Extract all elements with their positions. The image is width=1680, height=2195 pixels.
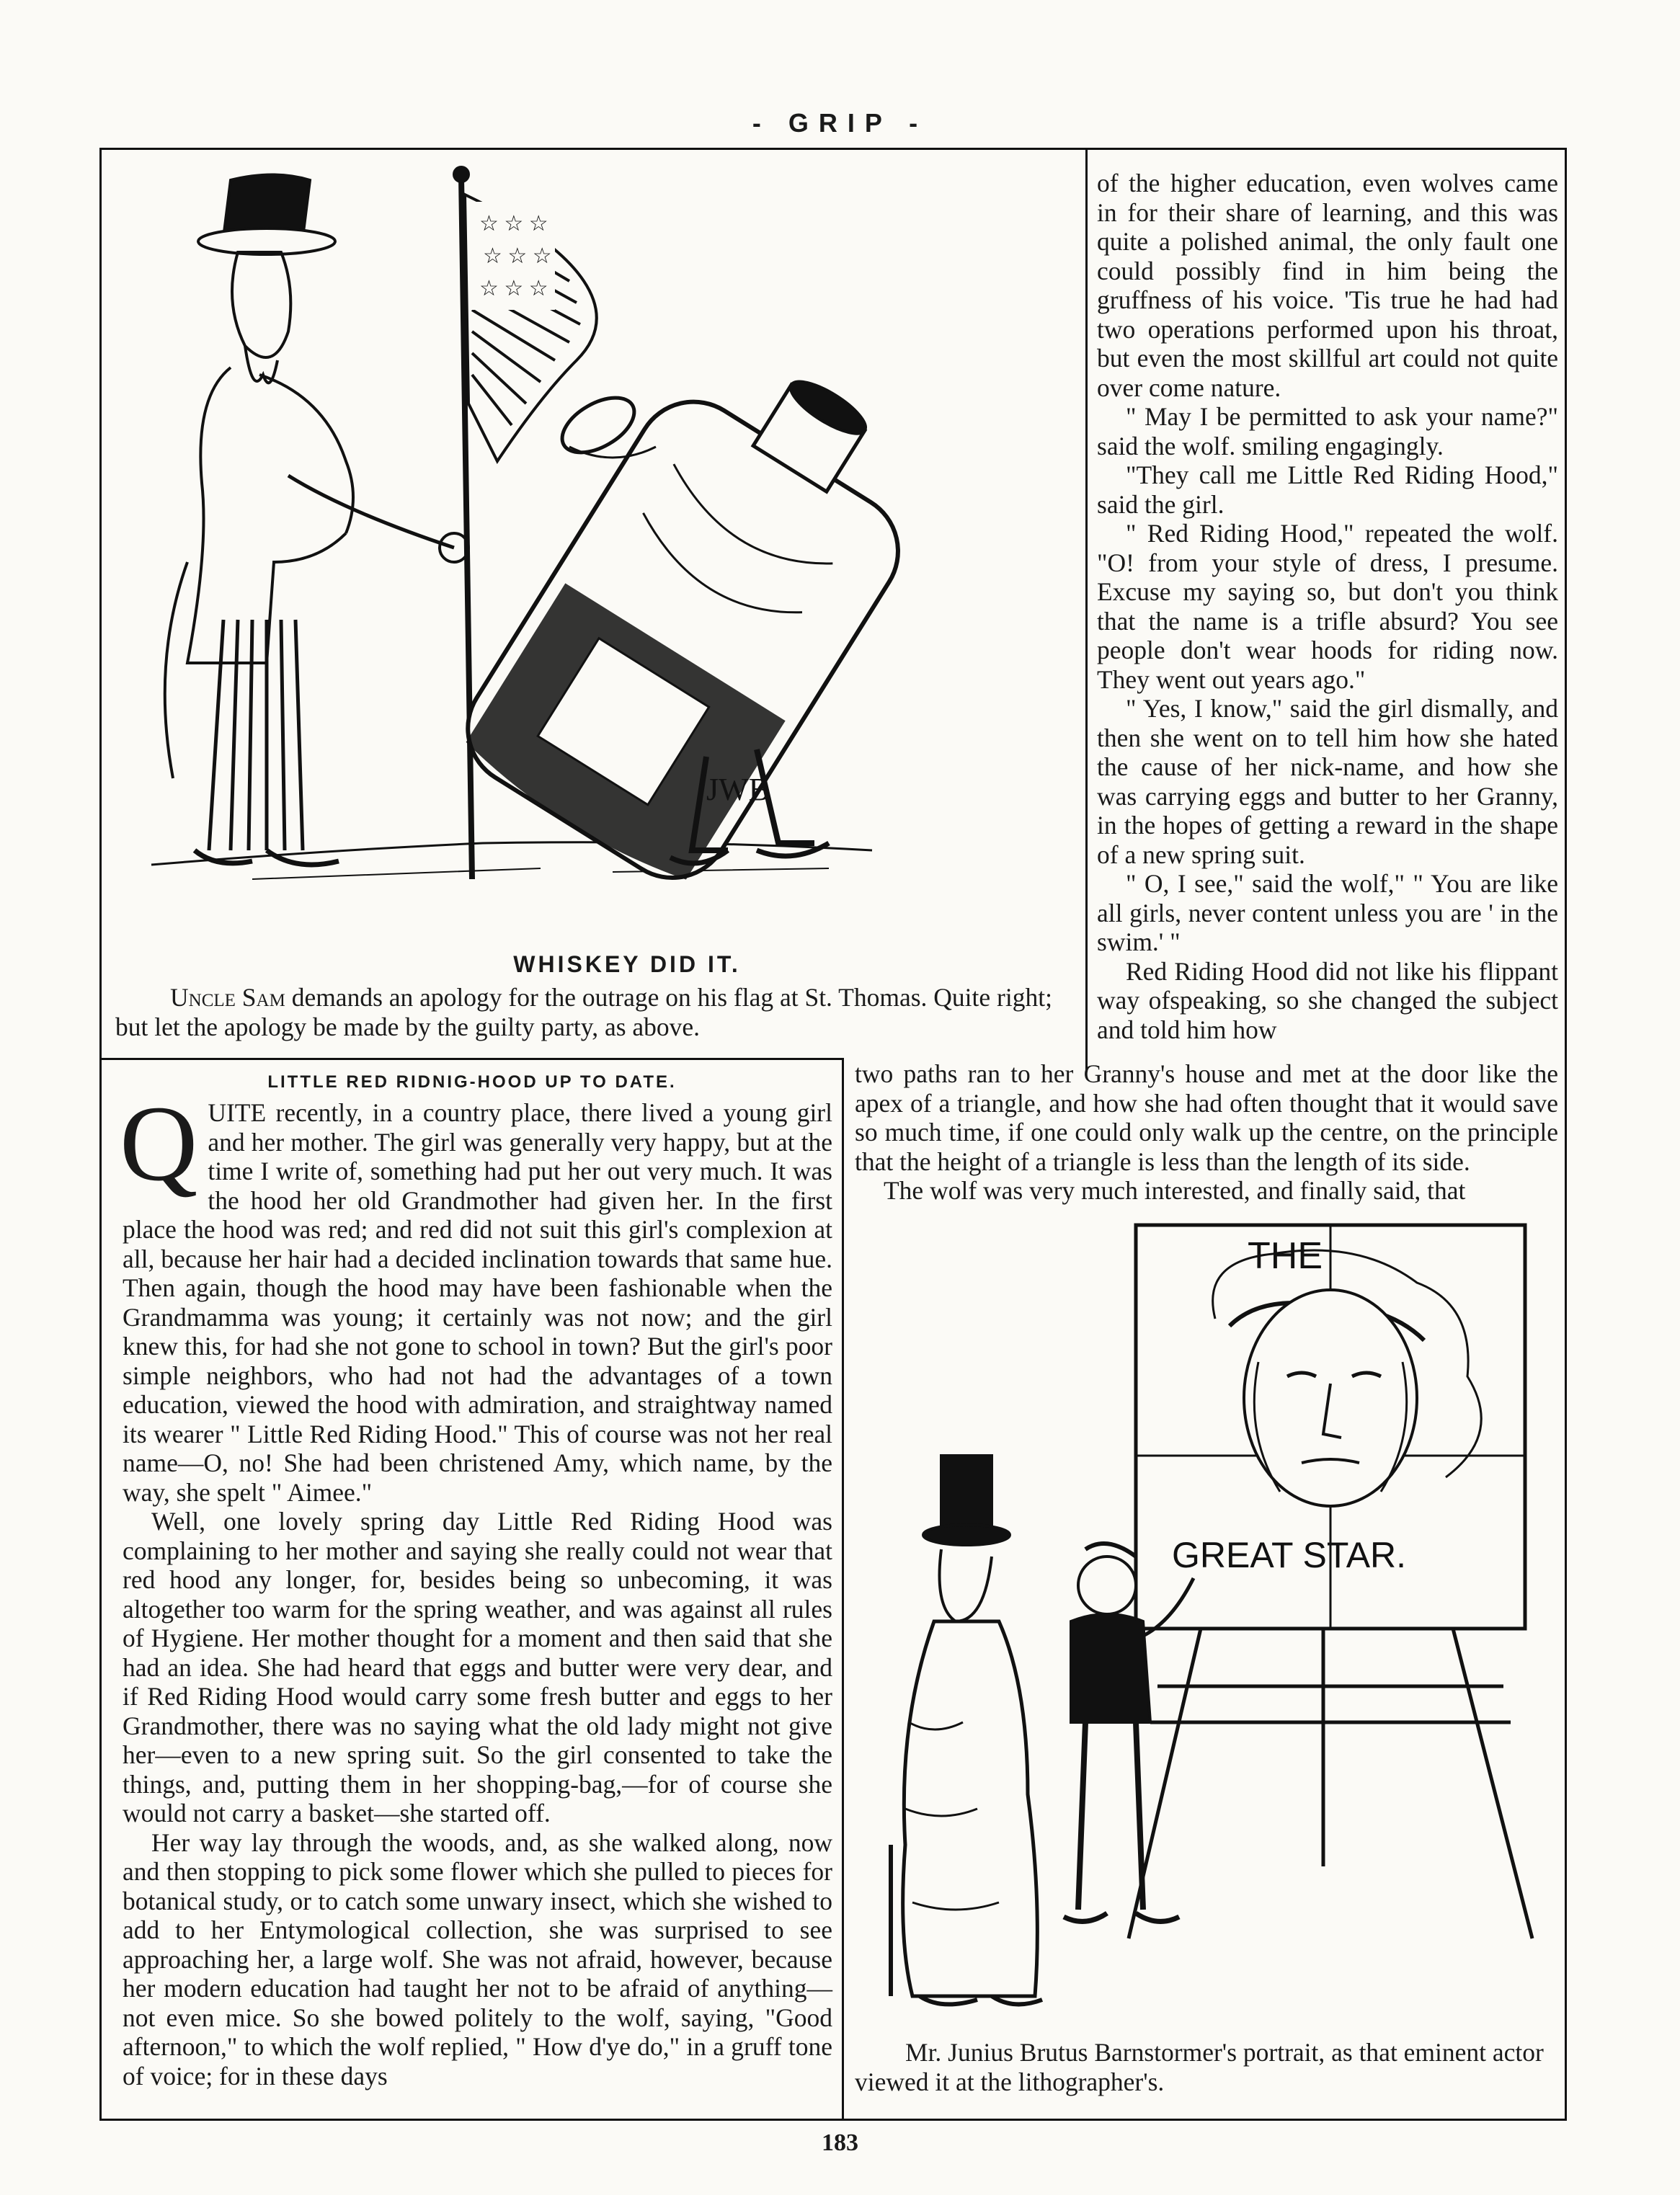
cartoon-signature: JWB (706, 772, 770, 807)
caption-body: demands an apology for the outrage on his flag at St. Thomas. Quite right; but let the apology be made by the guilty party, as above. (115, 983, 1052, 1041)
right-column (1097, 169, 1558, 1044)
svg-text:☆ ☆ ☆: ☆ ☆ ☆ (479, 277, 548, 300)
column-rule-top (1085, 150, 1088, 1072)
drop-cap: Q (120, 1084, 198, 1203)
poster-title-bottom: GREAT STAR. (1172, 1535, 1407, 1575)
article-para-0: QUITE recently, in a country place, there lived a young girl and her mother. The girl was generally very happy, but at the time I write of, something had put her out very much. It was the hood her old Grandmother had given her. In the first place the hood was red; and red did not suit this girl's complexion at all, because her hair had a decided inclination towards that same hue. Then again, though the hood may have been fashionable when the Grandmamma was young; it certainly was not now; and the girl knew this, for had she not gone to school in town? But the girl's poor simple neighbors, who had not had the advantages of a town education, viewed the hood with admiration, and straightway named its wearer " Little Red Riding Hood." This of course was not her real name—O, no! She had been christened Amy, which name, by the way, she spelt " Aimee." (120, 1084, 832, 1507)
right-para-4: " Yes, I know," said the girl dismally, and then she went on to tell him how she hated the cause of her nick-name, and how she was carrying eggs and butter to her Granny, in the hopes of getting a reward in the shape of a new spring suit. (1097, 694, 1558, 869)
poster-title-top: THE (1248, 1235, 1323, 1277)
cartoon1-title: WHISKEY DID IT. (513, 951, 741, 977)
continuation-text (855, 1059, 1558, 1206)
caption-lead: Uncle Sam (170, 983, 285, 1012)
article-body (120, 1084, 832, 2091)
right-para-5: " O, I see," said the wolf," " You are like all girls, never content unless you are ' in the swim.' " (1097, 869, 1558, 956)
uncle-sam-bottle-illustration (108, 159, 1074, 922)
section-rule (102, 1058, 844, 1060)
svg-text:☆ ☆ ☆: ☆ ☆ ☆ (479, 212, 548, 236)
cont-para-0: two paths ran to her Granny's house and met at the door like the apex of a triangle, and how she had often thought that it would save so much time, if one could only walk up the centre, on the principle that the height of a triangle is less than the length of its side. (855, 1059, 1558, 1176)
article-para-1: Well, one lovely spring day Little Red Riding Hood was complaining to her mother and saying she really could not wear that red hood any longer, for, besides being so unbecoming, it was altogether too warm for the spring weather, and was against all rules of Hygiene. Her mother thought for a moment and then said that she had an idea. She had heard that eggs and butter were very dear, and if Red Riding Hood would carry some fresh butter and eggs to her Grandmother, there was no saying what the old lady might not give her—even to a new spring suit. So the girl consented to take the things, and, putting them in her shopping-bag,—for of course she would not carry a basket—she started off. (123, 1507, 832, 1827)
barnstormer-illustration (855, 1218, 1558, 2032)
cont-para-1: The wolf was very much interested, and finally said, that (884, 1176, 1466, 1205)
article-title: LITTLE RED RIDNIG-HOOD UP TO DATE. (267, 1072, 677, 1092)
right-para-6: Red Riding Hood did not like his flippant way ofspeaking, so she changed the subject and told him how (1097, 956, 1558, 1044)
cartoon2-caption: Mr. Junius Brutus Barnstormer's portrait, as that eminent actor viewed it at the lithographer's. (855, 2038, 1544, 2096)
right-para-1: " May I be permitted to ask your name?" said the wolf. smiling engagingly. (1097, 402, 1558, 460)
cartoon1-caption (115, 983, 1081, 1041)
article-para-2: Her way lay through the woods, and, as she walked along, now and then stopping to pick some flower which she pulled to pieces for botanical study, or to catch some unwary insect, which she wished to add to her Entymological collection, she was surprised to see approaching her, a large wolf. She was not afraid, however, because her modern education had taught her not to be afraid of anything—not even mice. So she bowed politely to the wolf, saying, "Good afternoon," to which the wolf replied, " How d'ye do," in a gruff tone of voice; for in these days (123, 1827, 832, 2091)
svg-text:☆ ☆ ☆: ☆ ☆ ☆ (483, 244, 552, 268)
great-star-cartoon (855, 1218, 1558, 2032)
masthead: - GRIP - (752, 108, 928, 138)
right-para-0: of the higher education, even wolves came in for their share of learning, and this was quite a polished animal, the only fault one could possibly find in him being the gruffness of his voice. 'Tis true he had had two operations performed upon his throat, but even the most skillful art could not quite over come nature. (1097, 169, 1558, 402)
page-number: 183 (822, 2129, 858, 2156)
column-rule-bottom (842, 1059, 844, 2119)
right-para-2: "They call me Little Red Riding Hood," said the girl. (1097, 460, 1558, 519)
whiskey-cartoon (108, 159, 1074, 922)
right-para-3: " Red Riding Hood," repeated the wolf. "O! from your style of dress, I presume. Excuse my saying so, but don't you think that the name is a trifle absurd? You see people don't wear hoods for riding now. They went out years ago." (1097, 519, 1558, 694)
